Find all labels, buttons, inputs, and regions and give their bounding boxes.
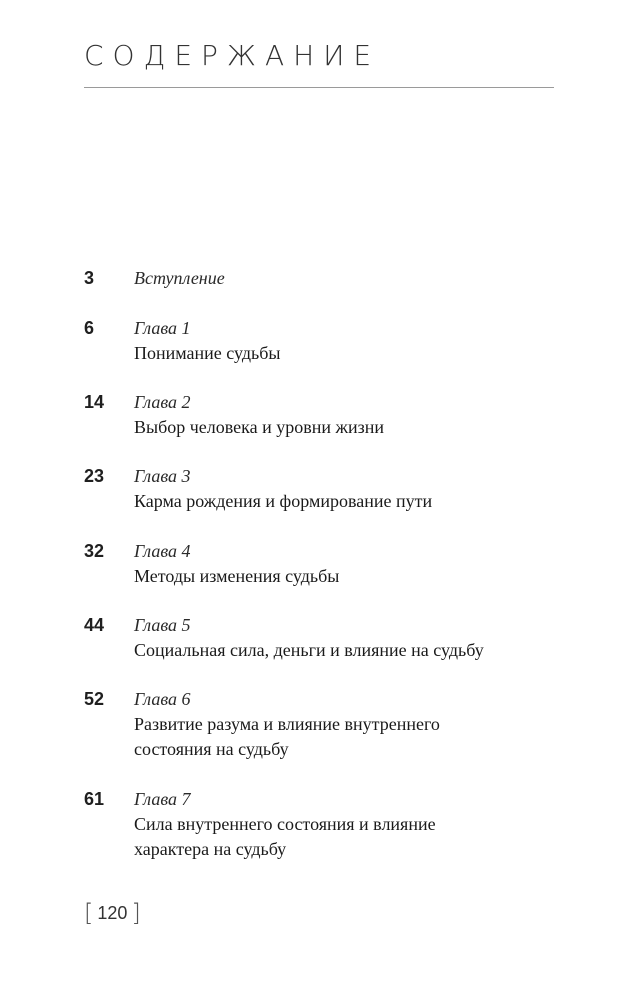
toc-page-number: 52 [84, 689, 105, 709]
toc-chapter-title-line: состояния на судьбу [134, 739, 289, 759]
toc-chapter-label: Глава 3 [134, 466, 191, 486]
toc-page-number: 3 [84, 268, 95, 288]
toc-chapter-label: Глава 1 [134, 318, 191, 338]
toc-chapter-title: Социальная сила, деньги и влияние на судьбу [134, 640, 484, 660]
folio-page-number: 120 [97, 903, 128, 923]
toc-text [134, 315, 574, 366]
toc-page-number: 44 [84, 615, 105, 635]
toc-chapter-title: Понимание судьбы [134, 343, 281, 363]
toc-chapter-title-line: характера на судьбу [134, 839, 287, 859]
page-title: СОДЕРЖАНИЕ [84, 39, 381, 72]
toc-text [134, 265, 574, 291]
toc-text [134, 612, 574, 663]
toc-page-number: 61 [84, 789, 105, 809]
toc-chapter-label: Глава 4 [134, 541, 191, 561]
folio-bracket-open: [ [84, 899, 94, 927]
folio-bracket-close: ] [131, 899, 141, 927]
toc-chapter-label: Глава 5 [134, 615, 191, 635]
toc-page-number: 6 [84, 318, 95, 338]
toc-page-number: 23 [84, 466, 105, 486]
toc-text [134, 389, 574, 440]
toc-chapter-label: Вступление [134, 268, 225, 288]
toc-text [134, 686, 574, 762]
toc-page-number: 14 [84, 392, 105, 412]
toc-text [134, 786, 574, 862]
toc-chapter-label: Глава 7 [134, 789, 191, 809]
toc-chapter-label: Глава 2 [134, 392, 191, 412]
title-rule [84, 87, 554, 88]
toc-text [134, 538, 574, 589]
toc-page-number: 32 [84, 541, 105, 561]
toc-chapter-title-line: Развитие разума и влияние внутреннего [134, 714, 440, 734]
toc-chapter-label: Глава 6 [134, 689, 191, 709]
toc-text [134, 463, 574, 514]
toc-chapter-title: Карма рождения и формирование пути [134, 491, 433, 511]
toc-chapter-title-line: Сила внутреннего состояния и влияние [134, 814, 436, 834]
page-folio [84, 900, 141, 926]
toc-chapter-title: Выбор человека и уровни жизни [134, 417, 384, 437]
toc-chapter-title: Методы изменения судьбы [134, 566, 340, 586]
